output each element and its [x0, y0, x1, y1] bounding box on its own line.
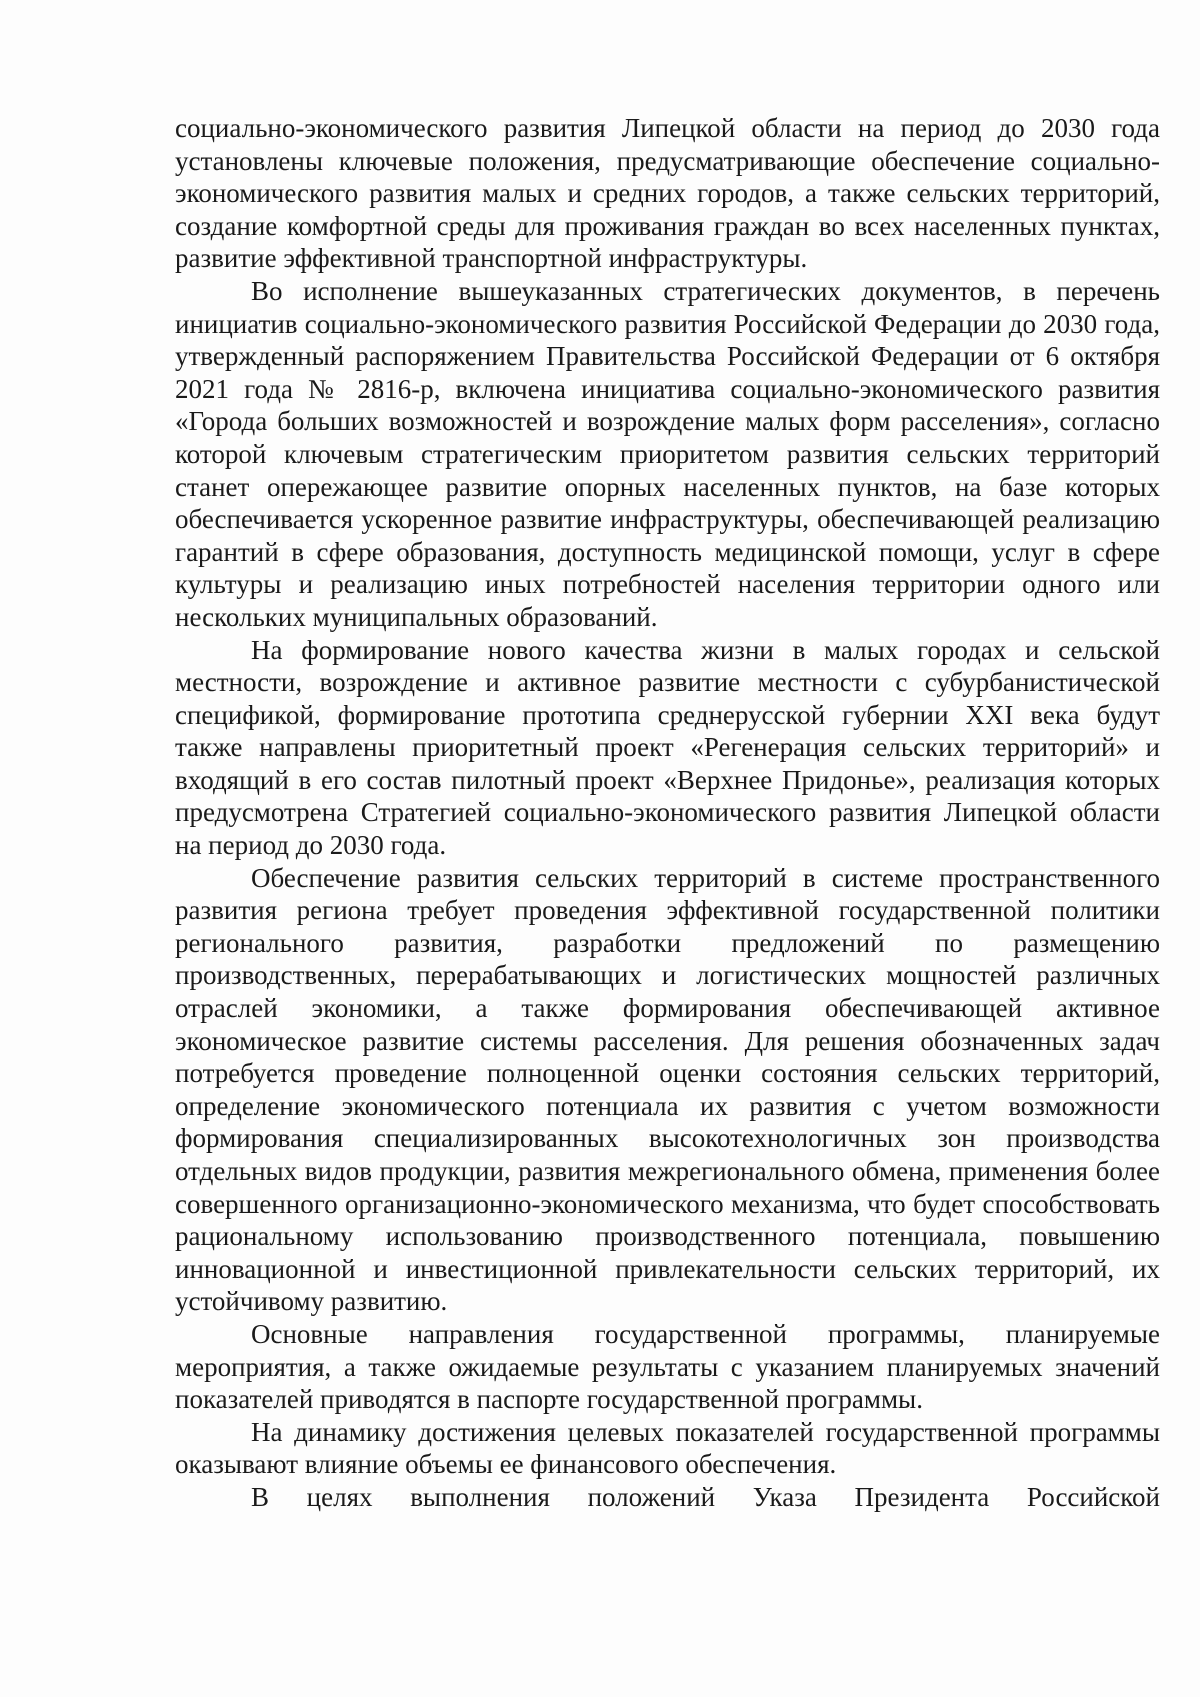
paragraph-1: социально-экономического развития Липецкой области на период до 2030 года установлены ключевые положения, предусматривающие обеспечение социально-экономического развития малых и средних городов, а также сельских территорий, создание комфортной среды для проживания граждан во всех населенных пунктах, развитие эффективной транспортной инфраструктуры.	[175, 113, 1160, 274]
paragraph-7: В целях выполнения положений Указа Президента Российской	[251, 1481, 1160, 1512]
document-body	[175, 112, 1160, 1514]
paragraph-4: Обеспечение развития сельских территорий в системе пространственного развития региона требует проведения эффективной государственной политики регионального развития, разработки предложений по размещению производственных, перерабатывающих и логистических мощностей различных отраслей экономики, а также формирования обеспечивающей активное экономическое развитие системы расселения. Для решения обозначенных задач потребуется проведение полноценной оценки состояния сельских территорий, определение экономического потенциала их развития с учетом возможности формирования специализированных высокотехнологичных зон производства отдельных видов продукции, развития межрегионального обмена, применения более совершенного организационно-экономического механизма, что будет способствовать рациональному использованию производственного потенциала, повышению инновационной и инвестиционной привлекательности сельских территорий, их устойчивому развитию.	[175, 862, 1160, 1317]
paragraph-2: Во исполнение вышеуказанных стратегических документов, в перечень инициатив социально-экономического развития Российской Федерации до 2030 года, утвержденный распоряжением Правительства Российской Федерации от 6 октября 2021 года № 2816-р, включена инициатива социально-экономического развития «Города больших возможностей и возрождение малых форм расселения», согласно которой ключевым стратегическим приоритетом развития сельских территорий станет опережающее развитие опорных населенных пунктов, на базе которых обеспечивается ускоренное развитие инфраструктуры, обеспечивающей реализацию гарантий в сфере образования, доступность медицинской помощи, услуг в сфере культуры и реализацию иных потребностей населения территории одного или нескольких муниципальных образований.	[175, 275, 1160, 632]
paragraph-6: На динамику достижения целевых показателей государственной программы оказывают влияние объемы ее финансового обеспечения.	[175, 1416, 1160, 1480]
paragraph-5: Основные направления государственной программы, планируемые мероприятия, а также ожидаемые результаты с указанием планируемых значений показателей приводятся в паспорте государственной программы.	[175, 1318, 1160, 1415]
paragraph-3: На формирование нового качества жизни в малых городах и сельской местности, возрождение и активное развитие местности с субурбанистической спецификой, формирование прототипа среднерусской губернии XXI века будут также направлены приоритетный проект «Регенерация сельских территорий» и входящий в его состав пилотный проект «Верхнее Придонье», реализация которых предусмотрена Стратегией социально-экономического развития Липецкой области на период до 2030 года.	[175, 634, 1160, 861]
